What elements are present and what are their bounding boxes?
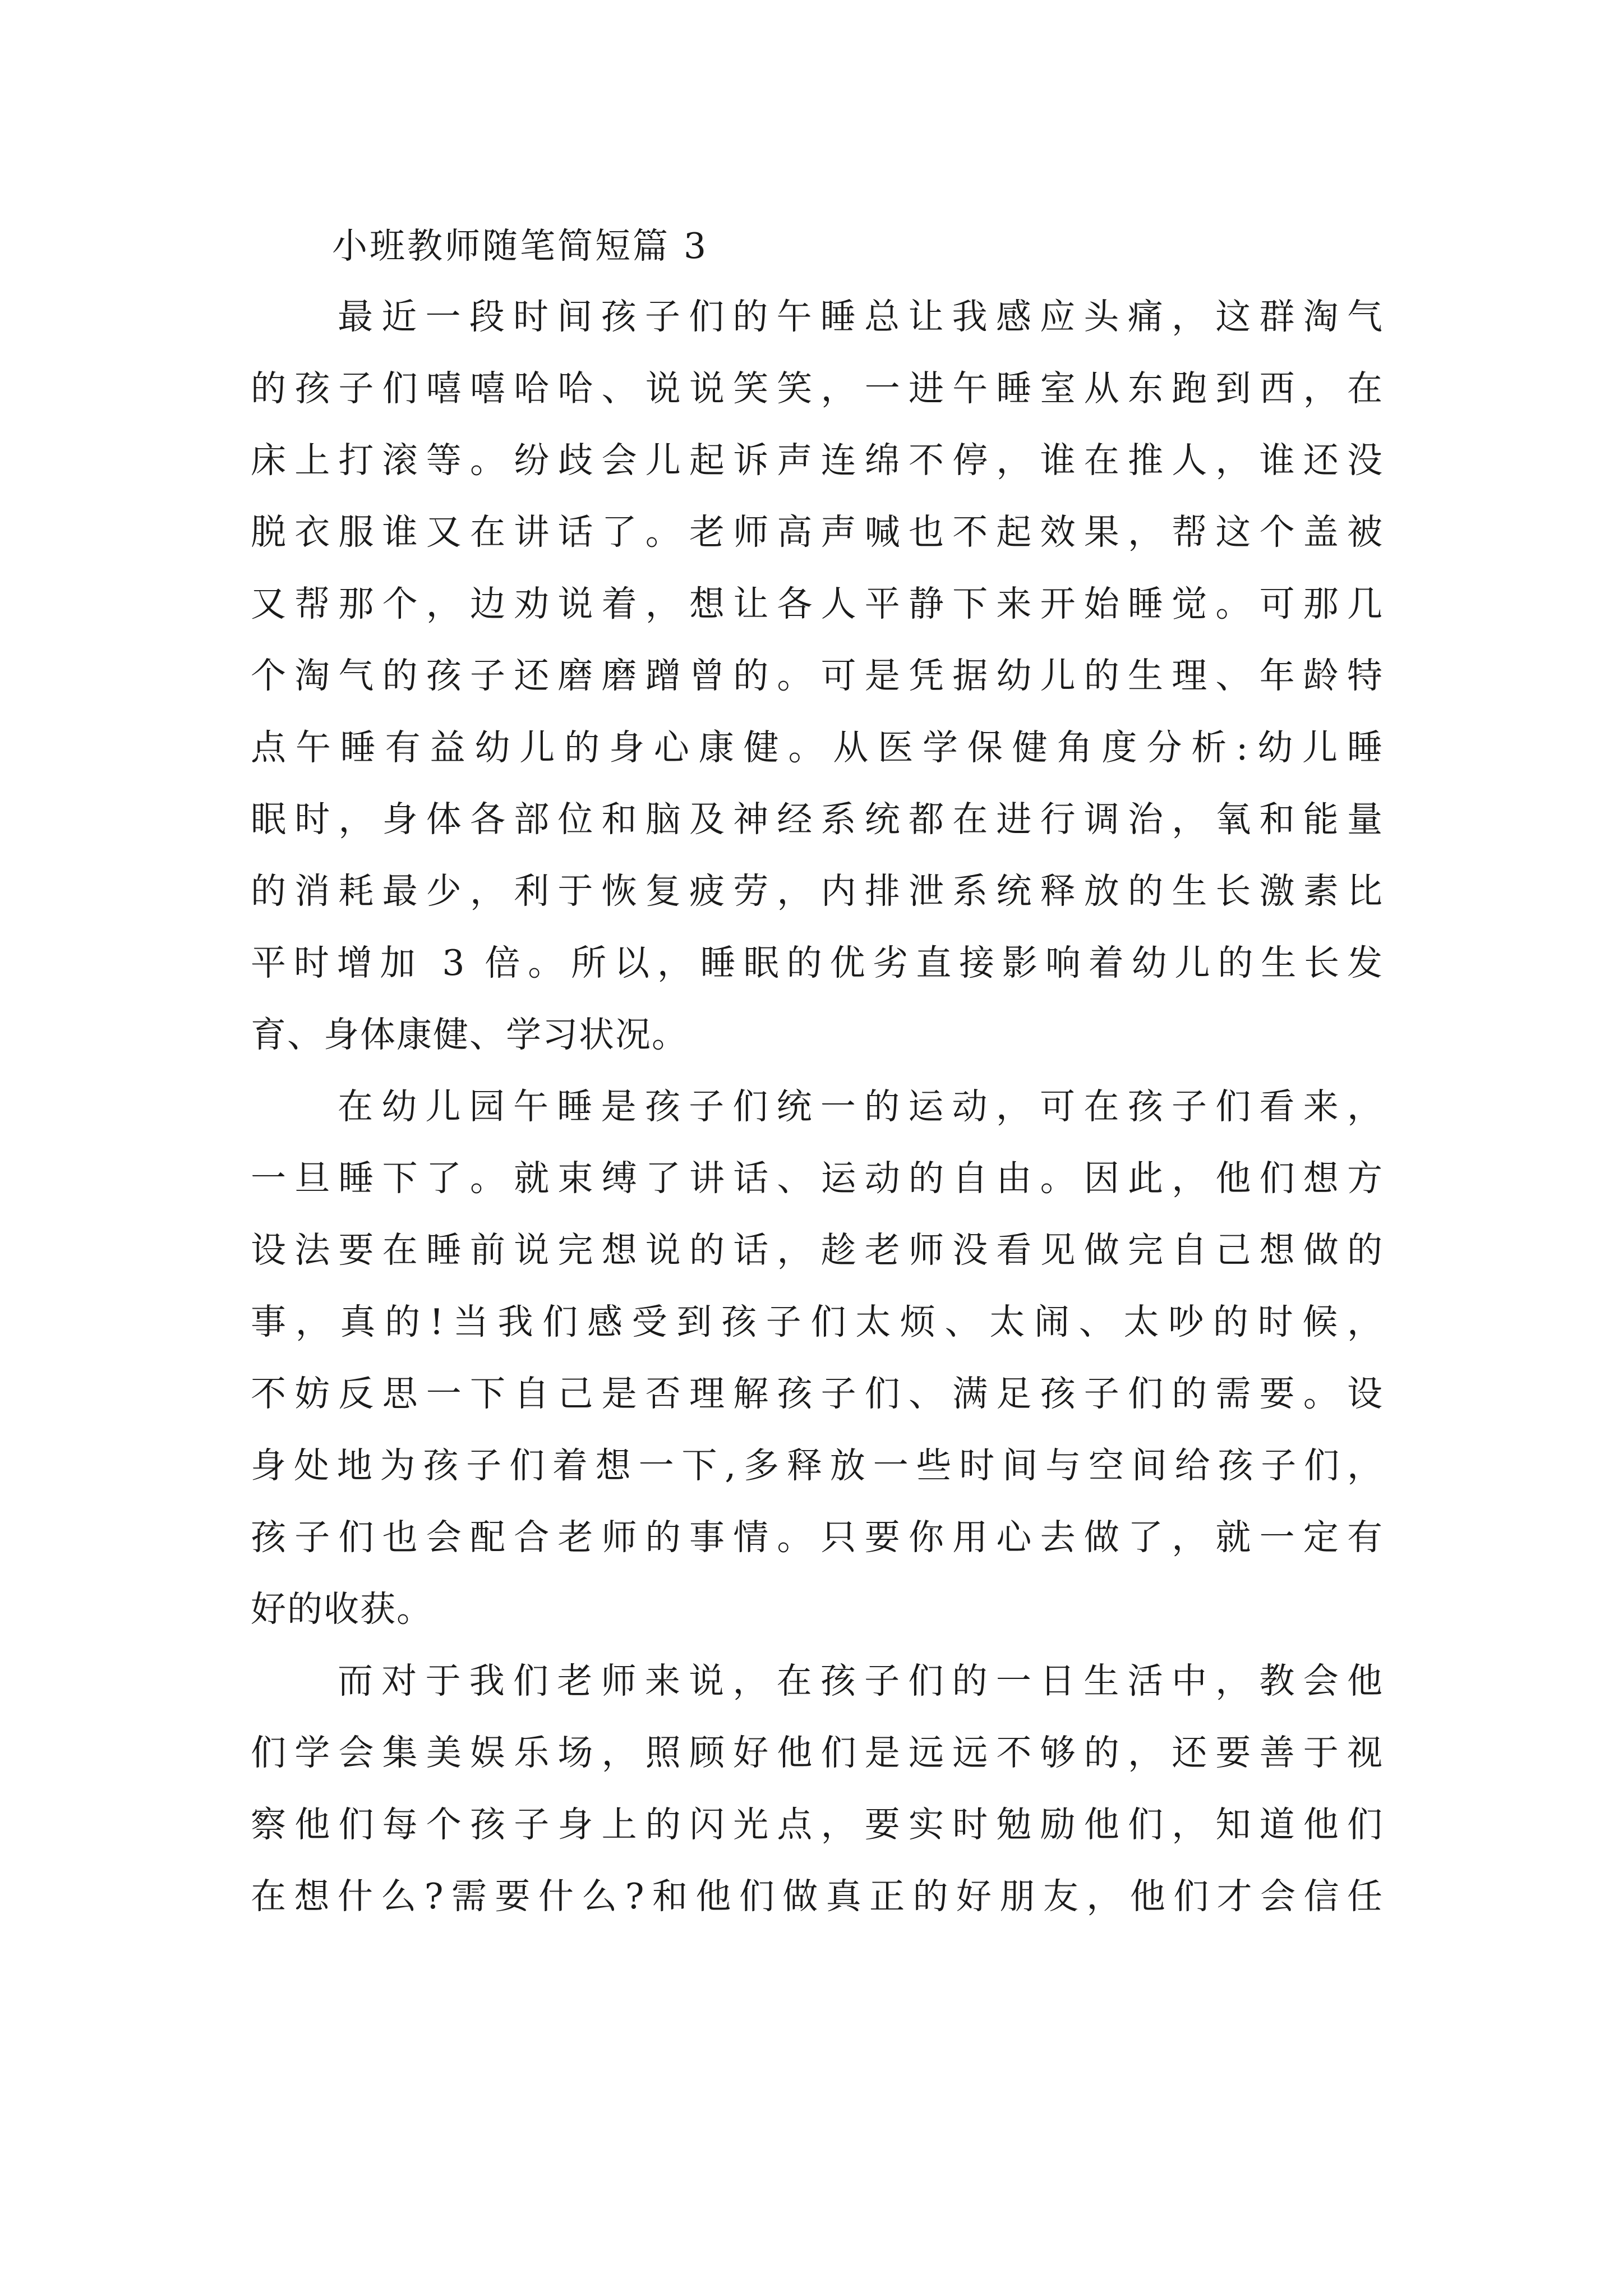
paragraph-line: 好的收获。 bbox=[251, 1589, 433, 1630]
paragraph-line: 眠时，身体各部位和脑及神经系统都在进行调治，氧和能量 bbox=[251, 799, 1384, 840]
paragraph-line: 在幼儿园午睡是孩子们统一的运动，可在孩子们看来， bbox=[338, 1086, 1384, 1127]
paragraph-line: 察他们每个孩子身上的闪光点，要实时勉励他们，知道他们 bbox=[251, 1804, 1384, 1845]
paragraph-line: 的孩子们嘻嘻哈哈、说说笑笑，一进午睡室从东跑到西，在 bbox=[251, 368, 1384, 409]
paragraph-line: 孩子们也会配合老师的事情。只要你用心去做了，就一定有 bbox=[251, 1517, 1384, 1558]
paragraph-line: 平时增加 3 倍。所以，睡眠的优劣直接影响着幼儿的生长发 bbox=[251, 942, 1384, 983]
paragraph-line: 又帮那个，边劝说着，想让各人平静下来开始睡觉。可那几 bbox=[251, 583, 1384, 624]
paragraph-line: 而对于我们老师来说，在孩子们的一日生活中，教会他 bbox=[338, 1660, 1384, 1701]
paragraph-line: 最近一段时间孩子们的午睡总让我感应头痛，这群淘气 bbox=[338, 296, 1384, 337]
paragraph-line: 床上打滚等。纷歧会儿起诉声连绵不停，谁在推人，谁还没 bbox=[251, 440, 1384, 481]
paragraph-line: 育、身体康健、学习状况。 bbox=[251, 1014, 688, 1055]
paragraph-line: 个淘气的孩子还磨磨蹭曾的。可是凭据幼儿的生理、年龄特 bbox=[251, 655, 1384, 696]
paragraph-line: 的消耗最少，利于恢复疲劳，内排泄系统释放的生长激素比 bbox=[251, 871, 1384, 912]
paragraph-line: 设法要在睡前说完想说的话，趁老师没看见做完自己想做的 bbox=[251, 1230, 1384, 1271]
paragraph-line: 身处地为孩子们着想一下,多释放一些时间与空间给孩子们， bbox=[251, 1445, 1384, 1486]
paragraph-line: 一旦睡下了。就束缚了讲话、运动的自由。因此，他们想方 bbox=[251, 1158, 1384, 1199]
paragraph-line: 点午睡有益幼儿的身心康健。从医学保健角度分析:幼儿睡 bbox=[251, 727, 1384, 768]
paragraph-line: 不妨反思一下自己是否理解孩子们、满足孩子们的需要。设 bbox=[251, 1373, 1384, 1414]
paragraph-line: 在想什么?需要什么?和他们做真正的好朋友，他们才会信任 bbox=[251, 1876, 1384, 1917]
paragraph-line: 事，真的!当我们感受到孩子们太烦、太闹、太吵的时候， bbox=[251, 1301, 1384, 1342]
paragraph-line: 们学会集美娱乐场，照顾好他们是远远不够的，还要善于视 bbox=[251, 1732, 1384, 1773]
paragraph-line: 脱衣服谁又在讲话了。老师高声喊也不起效果，帮这个盖被 bbox=[251, 512, 1384, 553]
document-title: 小班教师随笔简短篇 3 bbox=[332, 226, 709, 266]
